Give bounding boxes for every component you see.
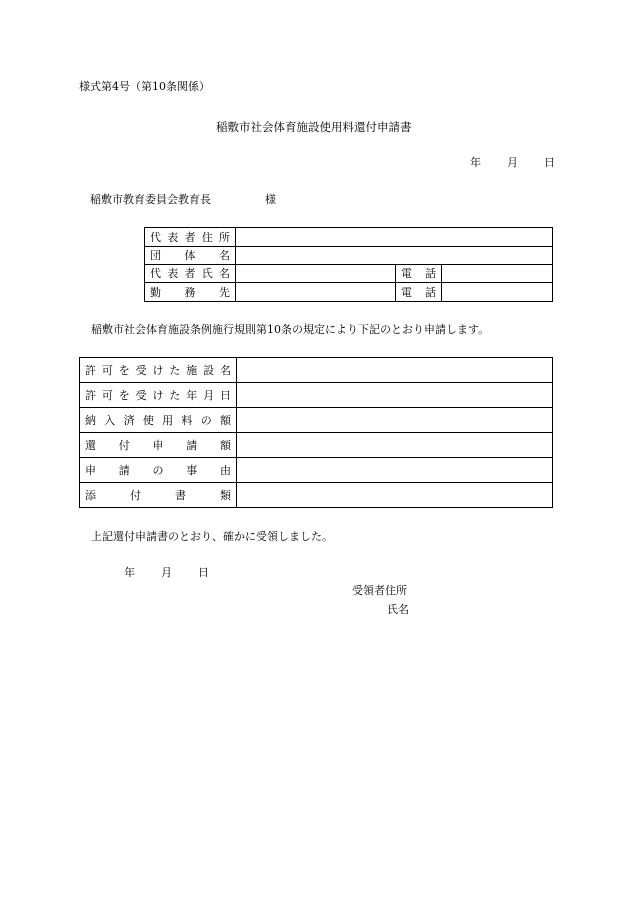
addressee-suffix: 様 (265, 193, 276, 206)
details-table (79, 357, 553, 508)
permit-date-field[interactable] (237, 383, 553, 408)
workplace-field[interactable] (236, 283, 396, 302)
label-refund-amount: 還 付 申 請 額 (80, 433, 237, 458)
label-attachments: 添 付 書 類 (80, 483, 237, 508)
table-row (145, 265, 553, 283)
phone-label: 電 話 (396, 265, 442, 283)
applicant-label-group: 団 体 名 (145, 247, 236, 265)
year-label: 年 (124, 566, 135, 579)
label-paid-fee: 納 入 済 使 用 料 の 額 (80, 408, 237, 433)
paid-fee-field[interactable] (237, 408, 553, 433)
label-permitted-facility: 許 可 を 受 け た 施 設 名 (80, 358, 237, 383)
applicant-label-address: 代 表 者 住 所 (145, 228, 236, 247)
attachments-field[interactable] (237, 483, 553, 508)
table-row (80, 383, 553, 408)
reason-field[interactable] (237, 458, 553, 483)
phone-label: 電 話 (396, 283, 442, 302)
table-row (145, 228, 553, 247)
receiver-name-label: 氏名 (387, 603, 409, 616)
month-label: 月 (161, 566, 172, 579)
representative-name-field[interactable] (236, 265, 396, 283)
applicant-table (144, 227, 553, 302)
receipt-date (124, 566, 209, 580)
applicant-label-workplace: 勤 務 先 (145, 283, 236, 302)
table-row (80, 458, 553, 483)
year-label: 年 (470, 156, 481, 169)
table-row (80, 358, 553, 383)
addressee: 稲敷市教育委員会教育長 (90, 193, 211, 206)
group-name-field[interactable] (236, 247, 553, 265)
representative-phone-field[interactable] (442, 265, 553, 283)
table-row (145, 283, 553, 302)
day-label: 日 (198, 566, 209, 579)
application-date (470, 156, 555, 170)
label-permit-date: 許 可 を 受 け た 年 月 日 (80, 383, 237, 408)
statement: 稲敷市社会体育施設条例施行規則第10条の規定により下記のとおり申請します。 (91, 323, 490, 336)
label-reason: 申 請 の 事 由 (80, 458, 237, 483)
table-row (80, 483, 553, 508)
form-number: 様式第4号（第10条関係） (79, 80, 210, 93)
month-label: 月 (507, 156, 518, 169)
table-row (80, 408, 553, 433)
refund-amount-field[interactable] (237, 433, 553, 458)
page-title: 稲敷市社会体育施設使用料還付申請書 (216, 120, 412, 134)
applicant-address-field[interactable] (236, 228, 553, 247)
table-row (145, 247, 553, 265)
permitted-facility-field[interactable] (237, 358, 553, 383)
table-row (80, 433, 553, 458)
receipt-statement: 上記還付申請書のとおり、確かに受領しました。 (91, 530, 333, 543)
applicant-label-name: 代 表 者 氏 名 (145, 265, 236, 283)
workplace-phone-field[interactable] (442, 283, 553, 302)
day-label: 日 (544, 156, 555, 169)
receiver-address-label: 受領者住所 (352, 584, 407, 597)
